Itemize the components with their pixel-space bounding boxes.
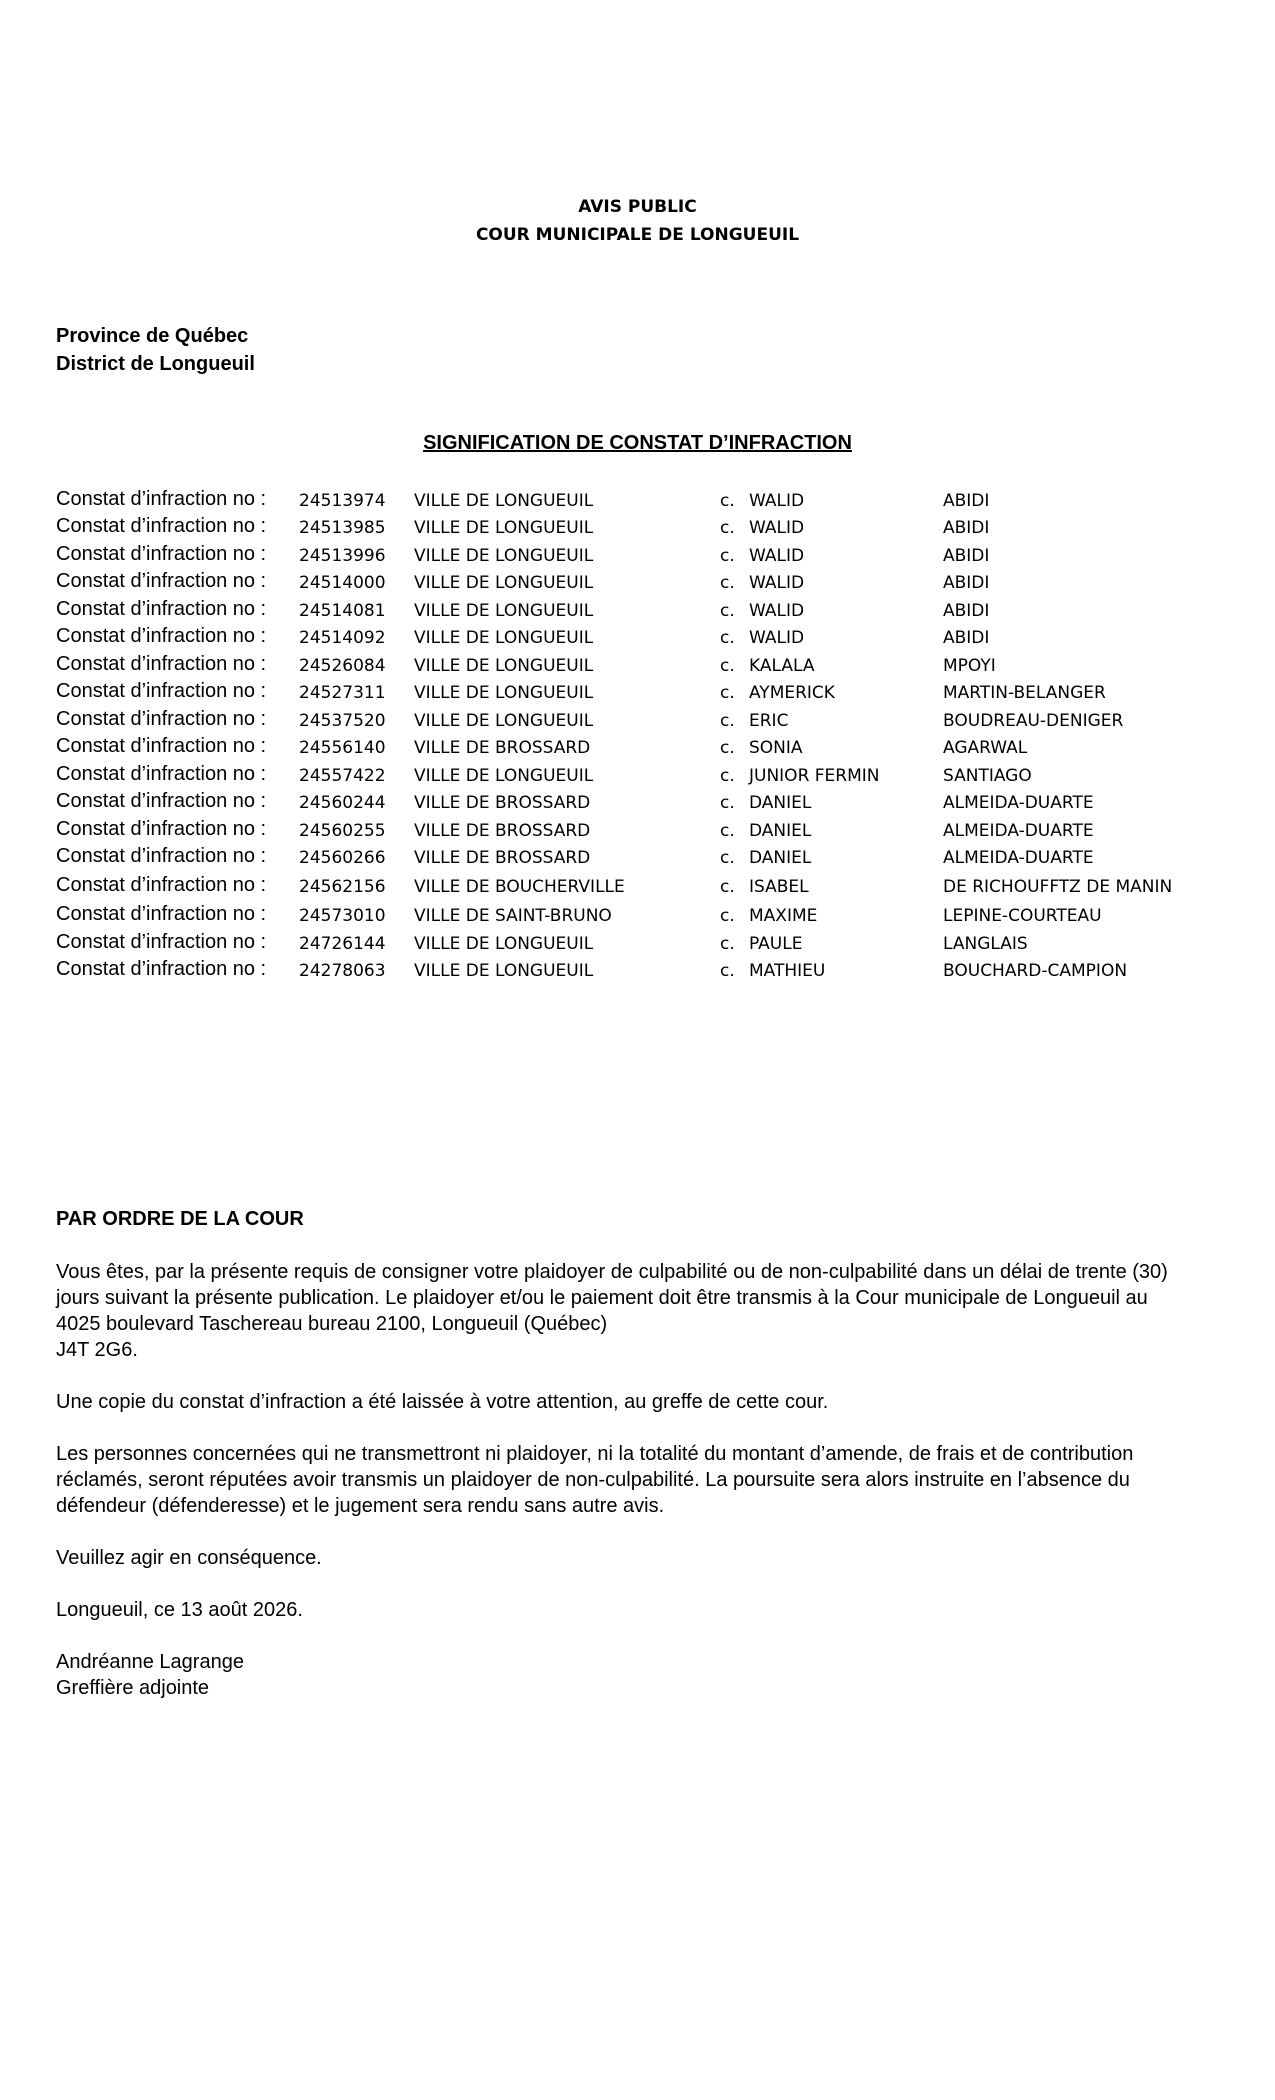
defendant-first-name: WALID xyxy=(749,628,805,648)
defendant-last-name: ABIDI xyxy=(943,573,990,593)
infraction-number: 24514081 xyxy=(299,601,386,621)
defendant-last-name: BOUCHARD-CAMPION xyxy=(943,961,1128,981)
infraction-label: Constat d’infraction no : xyxy=(56,818,267,840)
versus-marker: c. xyxy=(720,793,735,813)
infraction-number: 24726144 xyxy=(299,934,386,954)
infraction-number: 24562156 xyxy=(299,877,386,897)
act-accordingly-paragraph: Veuillez agir en conséquence. xyxy=(56,1547,322,1569)
infraction-number: 24278063 xyxy=(299,961,386,981)
versus-marker: c. xyxy=(720,546,735,566)
plaintiff-name: VILLE DE LONGUEUIL xyxy=(414,601,594,621)
defendant-last-name: ALMEIDA-DUARTE xyxy=(943,821,1094,841)
versus-marker: c. xyxy=(720,518,735,538)
infraction-number: 24513985 xyxy=(299,518,386,538)
versus-marker: c. xyxy=(720,848,735,868)
versus-marker: c. xyxy=(720,656,735,676)
infraction-number: 24557422 xyxy=(299,766,386,786)
infraction-row xyxy=(0,845,1275,871)
versus-marker: c. xyxy=(720,683,735,703)
infraction-row xyxy=(0,874,1275,900)
versus-marker: c. xyxy=(720,961,735,981)
versus-marker: c. xyxy=(720,628,735,648)
infraction-row xyxy=(0,653,1275,679)
infraction-row xyxy=(0,515,1275,541)
versus-marker: c. xyxy=(720,738,735,758)
paragraph-line: défendeur (défenderesse) et le jugement sera rendu sans autre avis. xyxy=(56,1495,665,1517)
defendant-last-name: BOUDREAU-DENIGER xyxy=(943,711,1124,731)
versus-marker: c. xyxy=(720,906,735,926)
infraction-row xyxy=(0,903,1275,929)
signer-name: Andréanne Lagrange xyxy=(56,1651,244,1673)
infraction-label: Constat d’infraction no : xyxy=(56,763,267,785)
versus-marker: c. xyxy=(720,573,735,593)
infraction-row xyxy=(0,790,1275,816)
infraction-row xyxy=(0,763,1275,789)
defendant-first-name: WALID xyxy=(749,518,805,538)
jurisdiction-block xyxy=(56,322,255,378)
versus-marker: c. xyxy=(720,491,735,511)
infraction-number: 24526084 xyxy=(299,656,386,676)
defendant-first-name: AYMERICK xyxy=(749,683,835,703)
defendant-last-name: ALMEIDA-DUARTE xyxy=(943,848,1094,868)
infraction-label: Constat d’infraction no : xyxy=(56,570,267,592)
infraction-label: Constat d’infraction no : xyxy=(56,931,267,953)
infraction-number: 24573010 xyxy=(299,906,386,926)
infraction-label: Constat d’infraction no : xyxy=(56,680,267,702)
defendant-first-name: WALID xyxy=(749,601,805,621)
plaintiff-name: VILLE DE BROSSARD xyxy=(414,821,591,841)
paragraph-line: Les personnes concernées qui ne transmettront ni plaidoyer, ni la totalité du montant d’amende, de frais et de contribution xyxy=(56,1443,1134,1465)
infraction-number: 24560266 xyxy=(299,848,386,868)
infraction-number: 24560244 xyxy=(299,793,386,813)
infraction-row xyxy=(0,570,1275,596)
infraction-row xyxy=(0,735,1275,761)
infraction-label: Constat d’infraction no : xyxy=(56,653,267,675)
infraction-row xyxy=(0,818,1275,844)
defendant-last-name: ABIDI xyxy=(943,546,990,566)
defendant-last-name: LANGLAIS xyxy=(943,934,1028,954)
plaintiff-name: VILLE DE BOUCHERVILLE xyxy=(414,877,625,897)
infraction-row xyxy=(0,543,1275,569)
infraction-row xyxy=(0,931,1275,957)
copy-notice-paragraph: Une copie du constat d’infraction a été laissée à votre attention, au greffe de cette cour. xyxy=(56,1391,829,1413)
versus-marker: c. xyxy=(720,934,735,954)
defendant-last-name: ABIDI xyxy=(943,628,990,648)
plaintiff-name: VILLE DE LONGUEUIL xyxy=(414,683,594,703)
defendant-last-name: ALMEIDA-DUARTE xyxy=(943,793,1094,813)
plea-instructions-paragraph xyxy=(56,1259,1216,1363)
plaintiff-name: VILLE DE LONGUEUIL xyxy=(414,766,594,786)
infraction-label: Constat d’infraction no : xyxy=(56,515,267,537)
infraction-number: 24514000 xyxy=(299,573,386,593)
defendant-first-name: DANIEL xyxy=(749,848,812,868)
notice-heading: AVIS PUBLIC xyxy=(578,197,697,217)
plaintiff-name: VILLE DE LONGUEUIL xyxy=(414,961,594,981)
province-label: Province de Québec xyxy=(56,325,249,347)
paragraph-line: jours suivant la présente publication. Le plaidoyer et/ou le paiement doit être transmis à la Cour municipale de Longueuil au xyxy=(56,1287,1148,1309)
infraction-label: Constat d’infraction no : xyxy=(56,845,267,867)
paragraph-line: réclamés, seront réputées avoir transmis un plaidoyer de non-culpabilité. La poursuite sera alors instruite en l’absence du xyxy=(56,1469,1130,1491)
infraction-label: Constat d’infraction no : xyxy=(56,488,267,510)
default-plea-paragraph xyxy=(56,1441,1216,1519)
defendant-first-name: MAXIME xyxy=(749,906,818,926)
infraction-number: 24556140 xyxy=(299,738,386,758)
plaintiff-name: VILLE DE LONGUEUIL xyxy=(414,546,594,566)
defendant-first-name: PAULE xyxy=(749,934,803,954)
plaintiff-name: VILLE DE LONGUEUIL xyxy=(414,934,594,954)
defendant-first-name: MATHIEU xyxy=(749,961,826,981)
infraction-number: 24527311 xyxy=(299,683,386,703)
infraction-number: 24513996 xyxy=(299,546,386,566)
infraction-label: Constat d’infraction no : xyxy=(56,958,267,980)
order-title: PAR ORDRE DE LA COUR xyxy=(56,1208,304,1230)
defendant-last-name: AGARWAL xyxy=(943,738,1028,758)
defendant-first-name: DANIEL xyxy=(749,821,812,841)
defendant-last-name: MPOYI xyxy=(943,656,996,676)
defendant-last-name: ABIDI xyxy=(943,491,990,511)
infraction-label: Constat d’infraction no : xyxy=(56,903,267,925)
defendant-first-name: WALID xyxy=(749,573,805,593)
defendant-first-name: WALID xyxy=(749,546,805,566)
plaintiff-name: VILLE DE SAINT-BRUNO xyxy=(414,906,612,926)
versus-marker: c. xyxy=(720,821,735,841)
infraction-label: Constat d’infraction no : xyxy=(56,625,267,647)
defendant-first-name: SONIA xyxy=(749,738,803,758)
plaintiff-name: VILLE DE BROSSARD xyxy=(414,738,591,758)
infraction-label: Constat d’infraction no : xyxy=(56,790,267,812)
defendant-last-name: SANTIAGO xyxy=(943,766,1032,786)
infraction-label: Constat d’infraction no : xyxy=(56,735,267,757)
plaintiff-name: VILLE DE LONGUEUIL xyxy=(414,518,594,538)
versus-marker: c. xyxy=(720,711,735,731)
versus-marker: c. xyxy=(720,601,735,621)
paragraph-line: J4T 2G6. xyxy=(56,1339,138,1361)
date-line: Longueuil, ce 13 août 2026. xyxy=(56,1599,303,1621)
infraction-number: 24513974 xyxy=(299,491,386,511)
plaintiff-name: VILLE DE LONGUEUIL xyxy=(414,656,594,676)
plaintiff-name: VILLE DE LONGUEUIL xyxy=(414,491,594,511)
infraction-row xyxy=(0,680,1275,706)
infraction-row xyxy=(0,958,1275,984)
defendant-last-name: MARTIN-BELANGER xyxy=(943,683,1106,703)
defendant-first-name: KALALA xyxy=(749,656,815,676)
versus-marker: c. xyxy=(720,766,735,786)
paragraph-line: 4025 boulevard Taschereau bureau 2100, Longueuil (Québec) xyxy=(56,1313,608,1335)
infraction-label: Constat d’infraction no : xyxy=(56,708,267,730)
infraction-row xyxy=(0,488,1275,514)
infraction-row xyxy=(0,625,1275,651)
versus-marker: c. xyxy=(720,877,735,897)
plaintiff-name: VILLE DE LONGUEUIL xyxy=(414,628,594,648)
plaintiff-name: VILLE DE LONGUEUIL xyxy=(414,573,594,593)
defendant-last-name: ABIDI xyxy=(943,601,990,621)
section-title: SIGNIFICATION DE CONSTAT D’INFRACTION xyxy=(423,432,852,454)
infraction-number: 24514092 xyxy=(299,628,386,648)
district-label: District de Longueuil xyxy=(56,353,255,375)
paragraph-line: Vous êtes, par la présente requis de consigner votre plaidoyer de culpabilité ou de non-culpabilité dans un délai de trente (30) xyxy=(56,1261,1168,1283)
infraction-number: 24560255 xyxy=(299,821,386,841)
defendant-first-name: WALID xyxy=(749,491,805,511)
defendant-last-name: ABIDI xyxy=(943,518,990,538)
defendant-first-name: ISABEL xyxy=(749,877,809,897)
defendant-last-name: DE RICHOUFFTZ DE MANIN xyxy=(943,877,1173,897)
signer-title: Greffière adjointe xyxy=(56,1677,210,1699)
plaintiff-name: VILLE DE BROSSARD xyxy=(414,848,591,868)
infraction-row xyxy=(0,598,1275,624)
infraction-label: Constat d’infraction no : xyxy=(56,543,267,565)
infraction-number: 24537520 xyxy=(299,711,386,731)
infraction-label: Constat d’infraction no : xyxy=(56,598,267,620)
defendant-last-name: LEPINE-COURTEAU xyxy=(943,906,1102,926)
defendant-first-name: DANIEL xyxy=(749,793,812,813)
signature-block xyxy=(56,1649,244,1701)
infraction-label: Constat d’infraction no : xyxy=(56,874,267,896)
plaintiff-name: VILLE DE BROSSARD xyxy=(414,793,591,813)
defendant-first-name: ERIC xyxy=(749,711,789,731)
defendant-first-name: JUNIOR FERMIN xyxy=(749,766,880,786)
court-name-heading: COUR MUNICIPALE DE LONGUEUIL xyxy=(475,225,800,245)
infraction-row xyxy=(0,708,1275,734)
plaintiff-name: VILLE DE LONGUEUIL xyxy=(414,711,594,731)
